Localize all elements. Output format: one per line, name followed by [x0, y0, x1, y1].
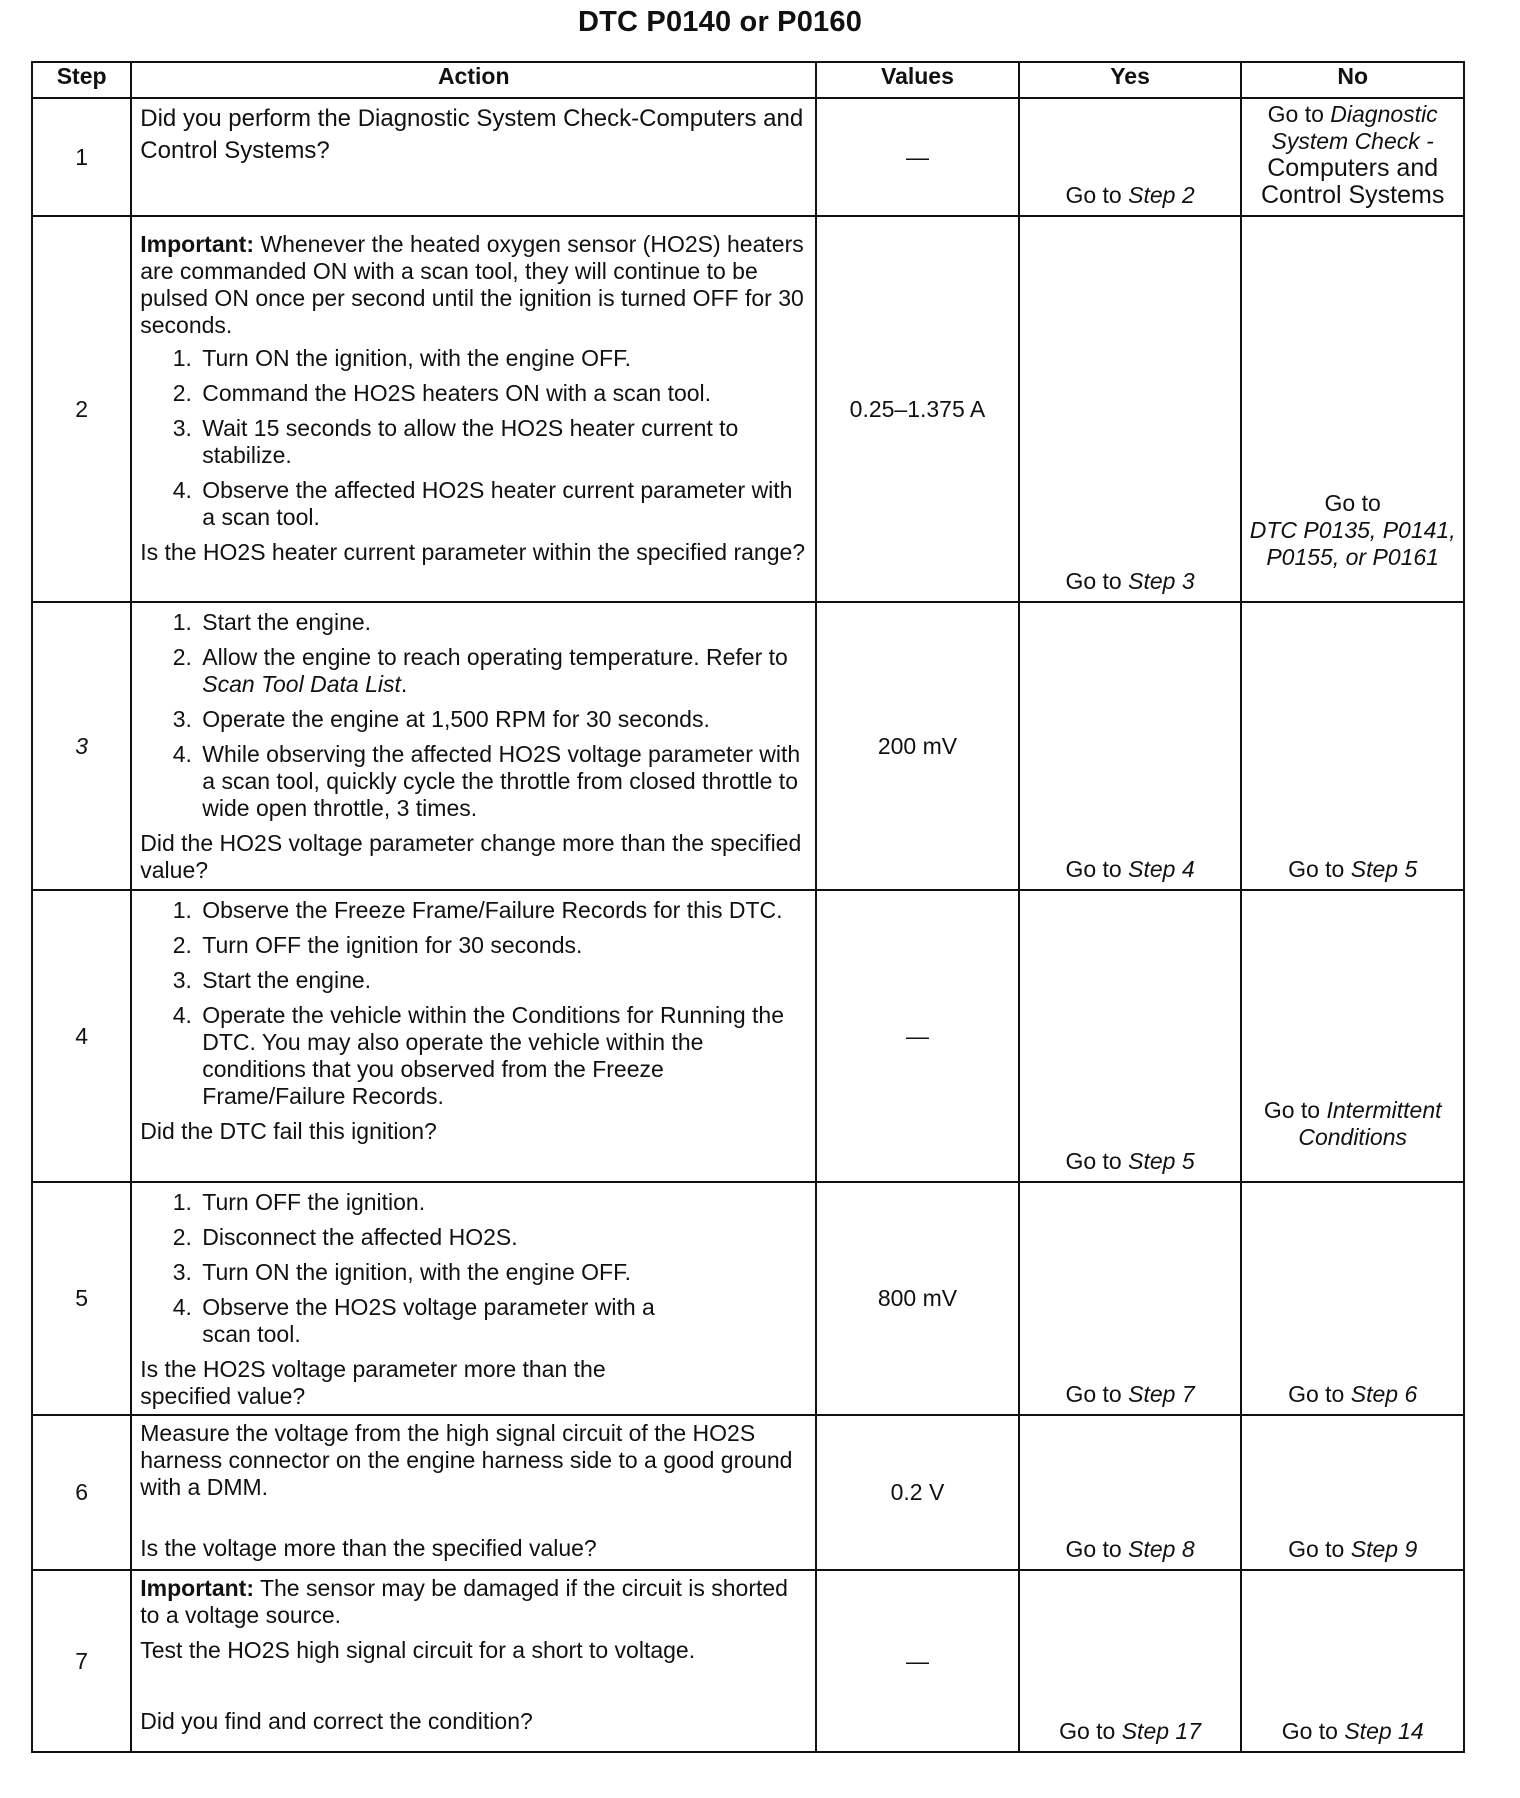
diagnostic-table [31, 61, 1465, 1753]
no-target: Diagnostic System Check - [1271, 101, 1438, 154]
no-target: Step 9 [1350, 1536, 1418, 1562]
table-row [32, 1415, 1464, 1570]
table-row [32, 890, 1464, 1182]
yes-prefix: Go to [1065, 1381, 1122, 1407]
table-row [32, 1570, 1464, 1752]
values-cell: 0.25–1.375 A [816, 216, 1019, 602]
no-prefix: Go to [1324, 490, 1381, 516]
list-item: 1. Turn ON the ignition, with the engine OFF. [198, 345, 809, 372]
yes-prefix: Go to [1065, 568, 1122, 594]
action-text: Test the HO2S high signal circuit for a short to voltage. [140, 1637, 696, 1663]
list-item: 3. Operate the engine at 1,500 RPM for 30 seconds. [198, 706, 809, 733]
yes-cell [1019, 1182, 1242, 1415]
no-target: Step 14 [1344, 1718, 1424, 1744]
step-number: 2 [32, 216, 131, 602]
list-item: 4. Observe the HO2S voltage parameter with a scan tool. [198, 1294, 809, 1348]
table-row [32, 98, 1464, 216]
no-prefix: Go to [1288, 1381, 1345, 1407]
action-cell [131, 890, 816, 1182]
action-cell [131, 1415, 816, 1570]
no-target: Intermittent Conditions [1298, 1097, 1442, 1150]
yes-target: Step 5 [1128, 1148, 1195, 1174]
yes-cell [1019, 602, 1242, 890]
header-yes: Yes [1019, 62, 1242, 98]
values-cell: 0.2 V [816, 1415, 1019, 1570]
question-text: Did the DTC fail this ignition? [140, 1118, 437, 1144]
yes-cell [1019, 1570, 1242, 1752]
no-prefix: Go to [1263, 1097, 1321, 1123]
list-item: 1. Observe the Freeze Frame/Failure Records for this DTC. [198, 897, 809, 924]
yes-target: Step 17 [1121, 1718, 1202, 1744]
reference-link[interactable]: Scan Tool Data List [202, 671, 401, 697]
table-row [32, 216, 1464, 602]
header-no: No [1241, 62, 1464, 98]
page-title: DTC P0140 or P0160 [577, 6, 863, 38]
question-text: Is the HO2S heater current parameter within the specified range? [140, 539, 806, 565]
list-item: 2. Turn OFF the ignition for 30 seconds. [198, 932, 809, 959]
action-cell [131, 1570, 816, 1752]
yes-cell [1019, 216, 1242, 602]
no-cell [1241, 1570, 1464, 1752]
no-cell [1241, 98, 1464, 216]
question-text: Did the HO2S voltage parameter change more than the specified value? [140, 830, 802, 883]
action-text: Measure the voltage from the high signal circuit of the HO2S harness connector on the engine harness side to a good ground with a DMM. [140, 1420, 793, 1500]
list-item: 4. Operate the vehicle within the Conditions for Running the DTC. You may also operate the vehicle within the conditions that you observed from the Freeze Frame/Failure Records. [198, 1002, 809, 1110]
step-list [140, 897, 809, 1110]
important-text: The sensor may be damaged if the circuit is shorted to a voltage source. [140, 1575, 788, 1628]
values-cell: 200 mV [816, 602, 1019, 890]
no-prefix: Go to [1288, 856, 1345, 882]
question-text: Did you find and correct the condition? [140, 1708, 533, 1734]
list-item: 4. Observe the affected HO2S heater current parameter with a scan tool. [198, 477, 809, 531]
action-cell [131, 1182, 816, 1415]
no-prefix: Go to [1281, 1718, 1338, 1744]
step-number: 6 [32, 1415, 131, 1570]
no-cell [1241, 1415, 1464, 1570]
no-target: Step 5 [1350, 856, 1418, 882]
values-cell: — [816, 890, 1019, 1182]
list-item: 2. Disconnect the affected HO2S. [198, 1224, 809, 1251]
list-item-text: Allow the engine to reach operating temperature. Refer to [202, 644, 788, 670]
values-cell: — [816, 1570, 1019, 1752]
action-cell [131, 216, 816, 602]
yes-target: Step 7 [1128, 1381, 1195, 1407]
important-label: Important: [140, 1575, 254, 1601]
action-cell [131, 98, 816, 216]
list-item: 3. Turn ON the ignition, with the engine OFF. [198, 1259, 809, 1286]
action-cell [131, 602, 816, 890]
no-cell [1241, 602, 1464, 890]
step-number: 1 [32, 98, 131, 216]
table-row [32, 1182, 1464, 1415]
step-list [140, 345, 809, 531]
step-number: 7 [32, 1570, 131, 1752]
no-cell [1241, 890, 1464, 1182]
yes-cell [1019, 98, 1242, 216]
step-number: 4 [32, 890, 131, 1182]
yes-prefix: Go to [1065, 1536, 1122, 1562]
yes-prefix: Go to [1059, 1718, 1116, 1744]
important-text: Whenever the heated oxygen sensor (HO2S) heaters are commanded ON with a scan tool, they will continue to be pulsed ON once per second until the ignition is turned OFF for 30 seconds. [140, 231, 804, 338]
yes-prefix: Go to [1065, 856, 1122, 882]
yes-target: Step 8 [1128, 1536, 1195, 1562]
no-cell [1241, 216, 1464, 602]
step-list [140, 1189, 809, 1348]
yes-target: Step 4 [1128, 856, 1195, 882]
list-item: 3. Start the engine. [198, 967, 809, 994]
no-cell [1241, 1182, 1464, 1415]
yes-prefix: Go to [1065, 1148, 1122, 1174]
yes-cell [1019, 890, 1242, 1182]
no-prefix: Go to [1267, 101, 1324, 127]
list-item: 3. Wait 15 seconds to allow the HO2S heater current to stabilize. [198, 415, 809, 469]
no-target: DTC P0135, P0141, P0155, or P0161 [1249, 517, 1456, 570]
step-number: 5 [32, 1182, 131, 1415]
header-values: Values [816, 62, 1019, 98]
no-extra: Computers and Control Systems [1260, 154, 1445, 209]
list-item: 1. Turn OFF the ignition. [198, 1189, 809, 1216]
no-target: Step 6 [1350, 1381, 1418, 1407]
question-text: Is the HO2S voltage parameter more than the specified value? [140, 1356, 606, 1409]
yes-target: Step 3 [1128, 568, 1195, 594]
important-note [140, 231, 809, 339]
yes-target: Step 2 [1128, 182, 1195, 208]
list-item: 2. Command the HO2S heaters ON with a scan tool. [198, 380, 809, 407]
action-text: Did you perform the Diagnostic System Check-Computers and Control Systems? [140, 105, 804, 164]
step-number: 3 [32, 602, 131, 890]
list-item: 1. Start the engine. [198, 609, 809, 636]
important-note [140, 1575, 809, 1629]
step-list [140, 609, 809, 822]
yes-cell [1019, 1415, 1242, 1570]
yes-prefix: Go to [1065, 182, 1122, 208]
no-prefix: Go to [1288, 1536, 1345, 1562]
important-label: Important: [140, 231, 254, 257]
list-item: 4. While observing the affected HO2S voltage parameter with a scan tool, quickly cycle the throttle from closed throttle to wide open throttle, 3 times. [198, 741, 809, 822]
header-step: Step [32, 62, 131, 98]
question-text: Is the voltage more than the specified value? [140, 1535, 597, 1561]
header-action: Action [131, 62, 816, 98]
values-cell: 800 mV [816, 1182, 1019, 1415]
values-cell: — [816, 98, 1019, 216]
table-row [32, 602, 1464, 890]
list-item: 2. Allow the engine to reach operating temperature. Refer to Scan Tool Data List. [198, 644, 809, 698]
table-header-row [32, 62, 1464, 98]
